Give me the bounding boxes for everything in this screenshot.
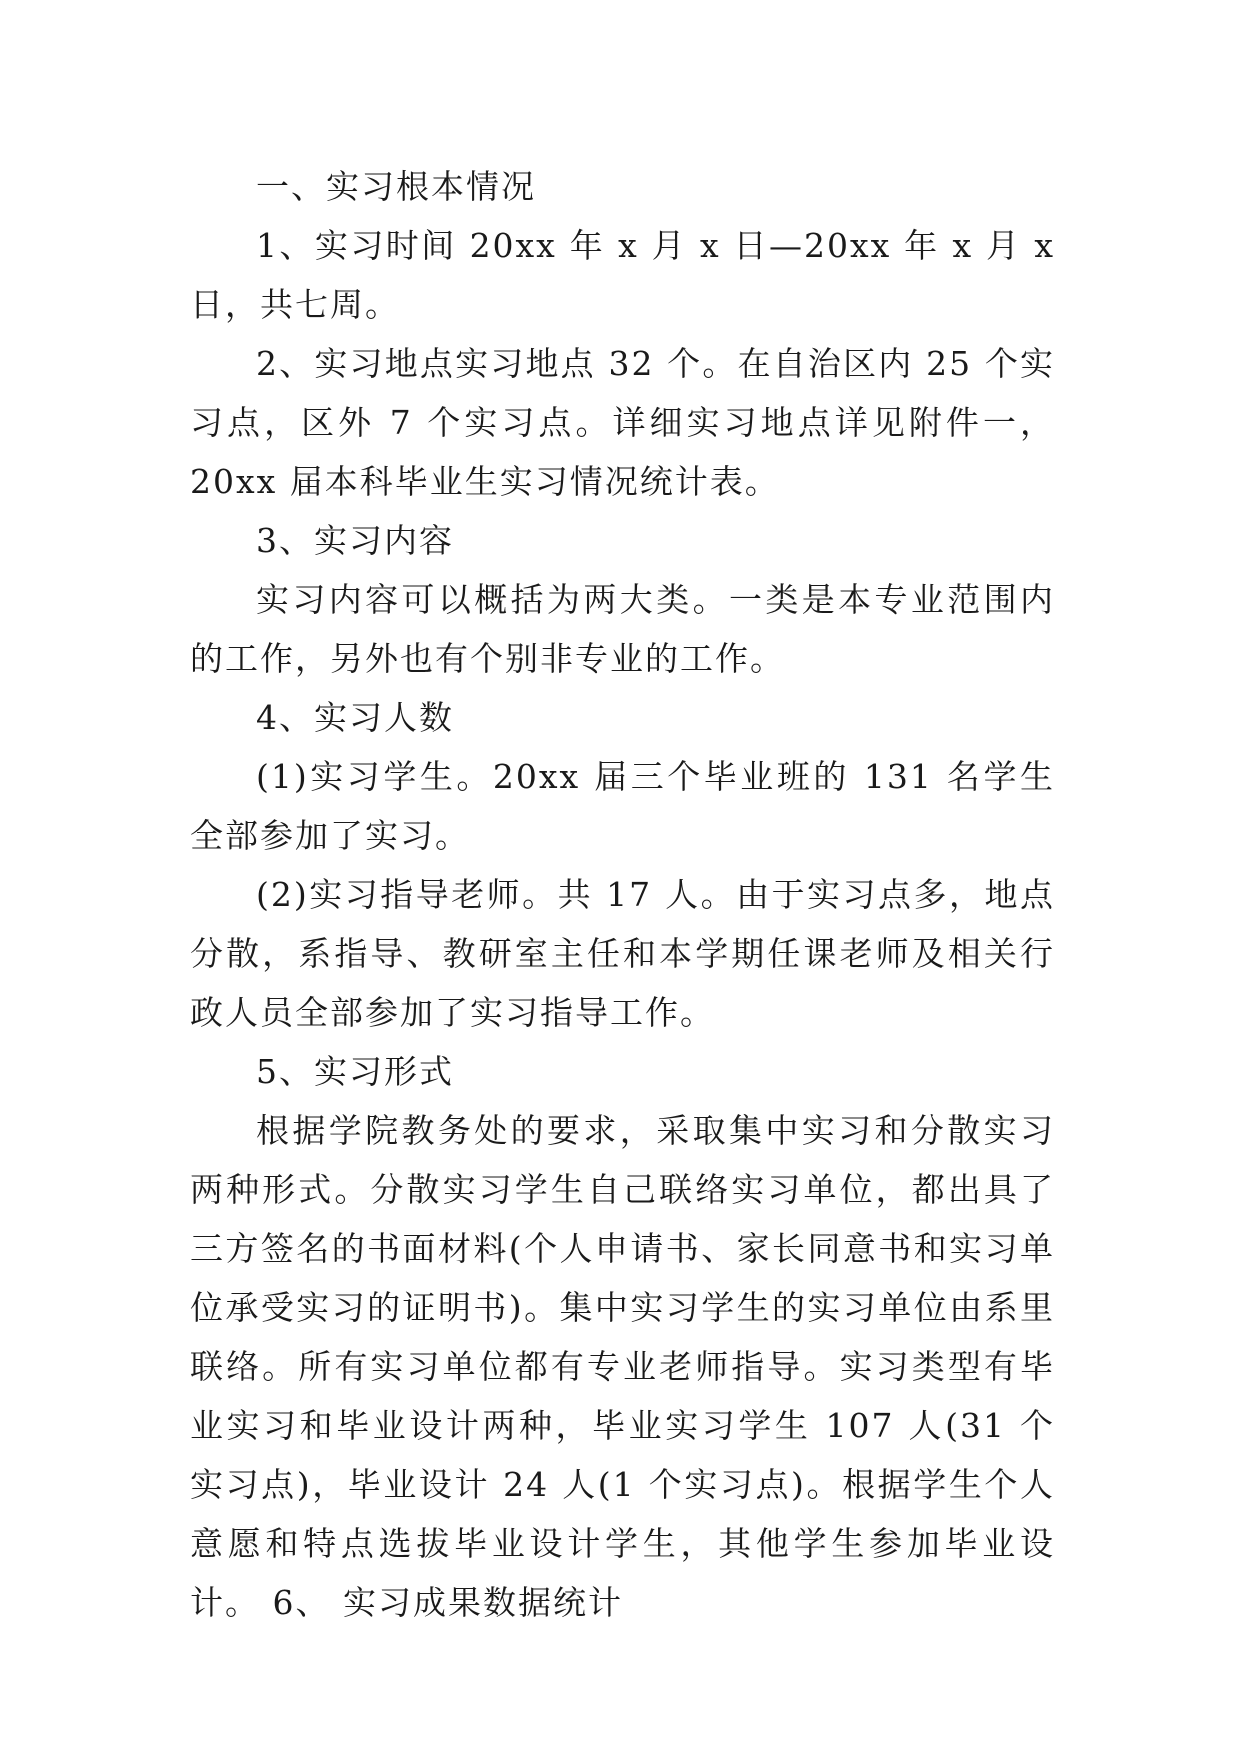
paragraph-internship-location: 2、实习地点实习地点 32 个。在自治区内 25 个实习点，区外 7 个实习点。详细实习地点详见附件一，20xx 届本科毕业生实习情况统计表。 (190, 344, 1055, 501)
paragraph-internship-form: 根据学院教务处的要求，采取集中实习和分散实习两种形式。分散实习学生自己联络实习单位，都出具了三方签名的书面材料(个人申请书、家长同意书和实习单位承受实习的证明书)。集中实习学生的实习单位由系里联络。所有实习单位都有专业老师指导。实习类型有毕业实习和毕业设计两种，毕业实习学生 107 人(31 个实习点)，毕业设计 24 人(1 个实习点)。根据学生个人意愿和特点选拔毕业设计学生，其他学生参加毕业设计。 6、 实习成果数据统计 (190, 1111, 1055, 1622)
subheading-internship-headcount: 4、实习人数 (256, 698, 454, 737)
paragraph-internship-students: (1)实习学生。20xx 届三个毕业班的 131 名学生全部参加了实习。 (190, 757, 1055, 855)
paragraph-internship-time: 1、实习时间 20xx 年 x 月 x 日—20xx 年 x 月 x 日，共七周。 (190, 226, 1055, 324)
paragraph-internship-instructors: (2)实习指导老师。共 17 人。由于实习点多，地点分散，系指导、教研室主任和本学期任课老师及相关行政人员全部参加了实习指导工作。 (190, 875, 1055, 1032)
section-heading-basic-situation: 一、实习根本情况 (256, 167, 536, 206)
subheading-internship-content: 3、实习内容 (256, 521, 454, 560)
paragraph-internship-content: 实习内容可以概括为两大类。一类是本专业范围内的工作，另外也有个别非专业的工作。 (190, 580, 1055, 678)
subheading-internship-form: 5、实习形式 (256, 1052, 454, 1091)
document-body (190, 157, 1055, 1632)
